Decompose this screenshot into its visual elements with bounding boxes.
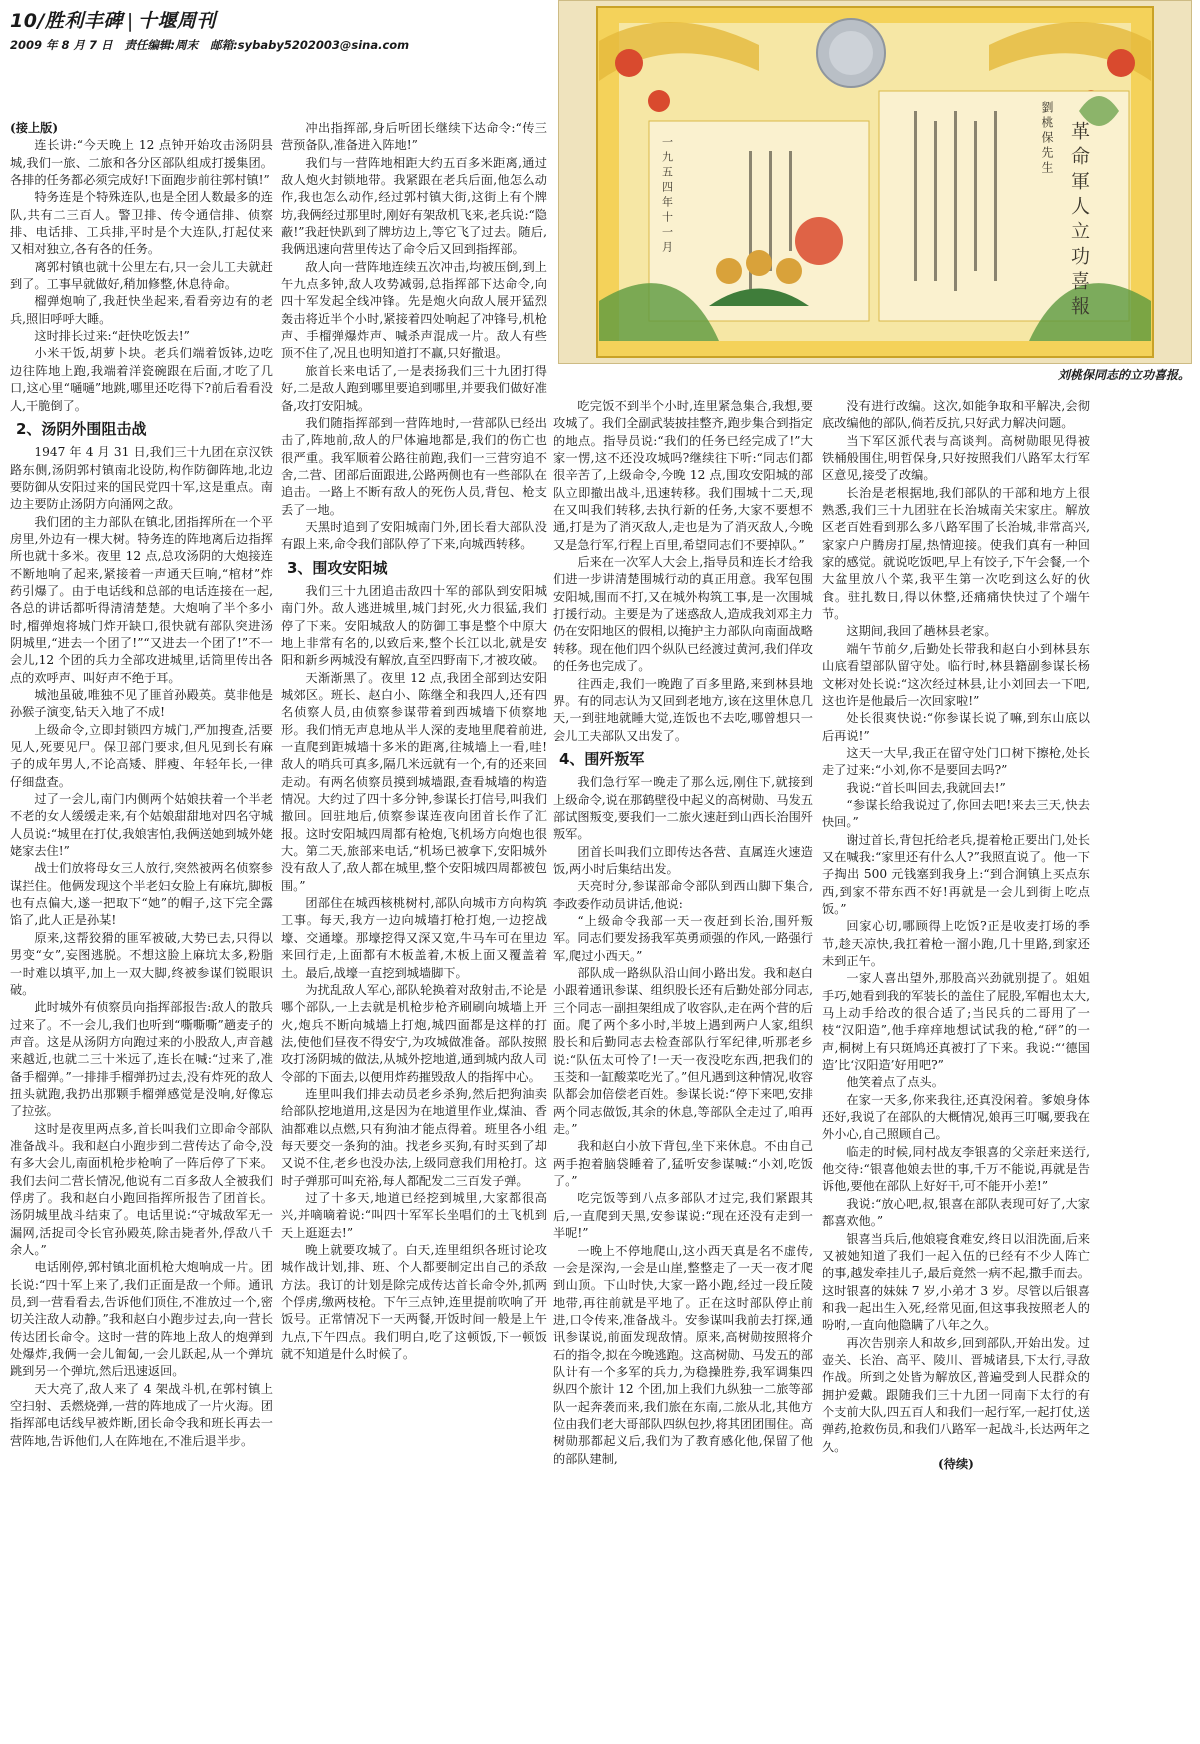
article-column-2 [281, 120, 547, 1740]
article-paragraph: 这期间,我回了趟林县老家。 [846, 624, 997, 639]
article-paragraph: 谢过首长,背包托给老兵,提着枪正要出门,处长又在喊我:“家里还有什么人?”我照直说了。他一下子掏出 500 元钱塞到我身上:“到合涧镇上买点东西,到家不带东西不好!再就是一会儿到街上吃点饭。” [822, 832, 1090, 916]
paper-name: 十堰周刊 [137, 10, 216, 32]
certificate-illustration [559, 1, 1191, 363]
article-paragraph: 银喜当兵后,他娘寝食难安,终日以泪洗面,后来又被她知道了我们一起入伍的已经有不少人阵亡的事,越发牵挂儿子,最后竟然一病不起,撒手而去。这时银喜的妹妹 7 岁,小弟才 3 岁。尽管以后银喜和我一起出生入死,经常见面,但这事我按照老人的吩咐,一直向他隐瞒了八年之久。 [822, 1231, 1090, 1333]
issue-date: 2009 年 8 月 7 日 [10, 38, 113, 52]
article-paragraph: 我们随指挥部到一营阵地时,一营部队已经出击了,阵地前,敌人的尸体遍地都是,我们的伤亡也很严重。我军顺着公路往前跑,我们一三营穷追不舍,二营、团部后面跟进,公路两侧也有一些部队在追击。一路上不断有敌人的死伤人员,背包、枪支丢了一地。 [281, 415, 547, 517]
article-paragraph: 没有进行改编。这次,如能争取和平解决,会彻底改编他的部队,倘若反抗,只好武力解决问题。 [822, 399, 1090, 431]
article-paragraph: 榴弹炮响了,我赶快坐起来,看看旁边有的老兵,照旧呼呼大睡。 [10, 294, 273, 326]
article-paragraph: 我们与一营阵地相距大约五百多米距离,通过敌人炮火封锁地带。我紧跟在老兵后面,他怎么动作,我也怎么动作,经过郭村镇大街,这街上有个牌坊,我俩经过那里时,刚好有架敌机飞来,老兵说:“隐蔽!”我赶快趴到了牌坊边上,等它飞了过去。随后,我俩迅速向营里传达了命令后又回到指挥部。 [281, 155, 547, 257]
article-paragraph: 吃完饭等到八点多部队才过完,我们紧跟其后,一直爬到天黑,安参谋说:“现在还没有走到一半呢!” [553, 1191, 813, 1241]
article-paragraph: 小米干饭,胡萝卜块。老兵们端着饭钵,边吃边往阵地上跑,我端着洋瓷碗跟在后面,才吃了几口,这心里“嗵嗵”地跳,哪里还吃得下?前后看看没人,干脆倒了。 [10, 346, 273, 413]
article-paragraph: 连长讲:“今天晚上 12 点钟开始攻击汤阴县城,我们一旅、二旅和各分区部队组成打援集团。各排的任务都必须完成好!下面跑步前往郭村镇!” [10, 138, 273, 188]
section-heading: 2、汤阴外围阻击战 [16, 419, 147, 438]
article-paragraph: 天渐渐黑了。夜里 12 点,我团全部到达安阳城郊区。班长、赵白小、陈继全和我四人,还有四名侦察人员,由侦察参谋带着到西城墙下侦察地形。我们悄无声息地从半人深的麦地里爬着前进,一直爬到距城墙十多米的距离,往城墙上一看,哇!敌人的哨兵可真多,隔几米远就有一个,有的还来回走动。有两名侦察员摸到城墙跟,查看城墙的构造情况。大约过了四十多分钟,参谋长打信号,叫我们撤回。回驻地后,侦察参谋连夜向团首长作了汇报。这时安阳城四周都有枪炮,飞机场方向炮也很大。第二天,旅部来电话,“机场已被拿下,安阳城外没有敌人了,敌人都在城里,整个安阳城四周都被包围。” [281, 670, 547, 893]
section-title: 胜利丰碑 [44, 10, 123, 32]
article-column-4 [822, 398, 1090, 1740]
article-paragraph: 晚上就要攻城了。白天,连里组织各班讨论攻城作战计划,排、班、个人都要制定出自己的杀敌方法。我订的计划是除完成传达首长命令外,抓两个俘虏,缴两枝枪。下午三点钟,连里提前吹响了开饭号。正常情况下一天两餐,开饭时间一般是上午九点,下午四点。我们明白,吃了这顿饭,下一顿饭就不知道是什么时候了。 [281, 1243, 547, 1362]
article-paragraph: 为扰乱敌人军心,部队轮换着对敌射击,不论是哪个部队,一上去就是机枪步枪齐刷刷向城墙上开火,炮兵不断向城墙上打炮,城四面都是这样的打法,使他们昼夜不得安宁,为攻城做准备。部队按照攻打汤阴城的做法,从城外挖地道,通到城内敌人司令部的下面去,以便用炸药摧毁敌人的指挥中心。 [281, 982, 547, 1084]
section-heading: 3、围攻安阳城 [287, 558, 388, 577]
article-paragraph: 长治是老根据地,我们部队的干部和地方上很熟悉,我们三十九团驻在长治城南关宋家庄。解放区老百姓看到那么多八路军围了长治城,非常高兴,家家户户腾房打屋,热情迎接。使我们真有一种回家的感觉。就说吃饭吧,早上有饺子,下午会餐,一个大盆里放八个菜,我平生第一次吃到这么好的伙食。驻扎数日,得以休整,还痛痛快快过了个端午节。 [822, 485, 1090, 622]
article-paragraph: “参谋长给我说过了,你回去吧!来去三天,快去快回。” [822, 797, 1090, 830]
masthead [10, 6, 550, 53]
seal-stamp-icon [795, 217, 843, 265]
article-paragraph: 敌人向一营阵地连续五次冲击,均被压倒,到上午九点多钟,敌人攻势减弱,总指挥部下达命令,向四十军发起全线冲锋。先是炮火向敌人展开猛烈轰击将近半个小时,紧接着四处响起了冲锋号,机枪声、手榴弹爆炸声、喊杀声混成一片。敌人有些顶不住了,况且也明知道打不赢,只好撤退。 [281, 259, 547, 361]
certificate-title: 革命軍人立功喜報 [1068, 121, 1090, 321]
article-paragraph: 一家人喜出望外,那股高兴劲就别提了。姐姐手巧,她看到我的军装长的盖住了屁股,军帽也太大,马上动手给改的很合适了;当民兵的二哥用了一枝“汉阳造”,他手痒痒地想试试我的枪,“砰”的一声,桐树上有只斑鸠还真被打了下来。我说:“‘德国造’比‘汉阳造’好用吧?” [822, 971, 1090, 1073]
article-paragraph: 部队成一路纵队沿山间小路出发。我和赵白小跟着通讯参谋、组织股长还有后勤处部分同志,三个同志一副担架组成了收容队,走在两个营的后面。爬了两个多小时,半坡上遇到两户人家,组织股长和后勤同志去检查部队行军纪律,听那老乡说:“队伍太可怜了!一天一夜没吃东西,把我们的玉茭和一缸酸菜吃光了。”但凡遇到这种情况,收容队都会加倍偿老百姓。参谋长说:“停下来吧,安排两个同志做饭,其余的休息,等部队全走过了,咱再走。” [553, 966, 813, 1137]
article-paragraph: 这时是夜里两点多,首长叫我们立即命令部队准备战斗。我和赵白小跑步到二营传达了命令,没有多大会儿,南面机枪步枪响了一阵后停了下来。我们去问二营长情况,他说有二百多敌人全被我们俘虏了。我和赵白小跑回指挥所报告了团首长。汤阴城里战斗结束了。电话里说:“守城敌军无一漏网,活捉司令长官孙殿英,除击毙者外,俘敌八千余人。” [10, 1121, 273, 1257]
article-column-3 [553, 398, 813, 1740]
article-paragraph: “上级命令我部一天一夜赶到长治,围歼叛军。同志们要发扬我军英勇顽强的作风,一路强行军,爬过小西天。” [553, 913, 813, 963]
article-paragraph: 团首长叫我们立即传达各营、直属连火速造饭,两小时后集结出发。 [553, 844, 813, 876]
article-column-1 [10, 120, 273, 1740]
article-paragraph: 团部住在城西核桃树村,部队向城市方向构筑工事。每天,我方一边向城墙打枪打炮,一边挖战壕、交通壕。那壕挖得又深又宽,牛马车可在里边来回行走,上面都有木板盖着,木板上面又覆盖着土。最后,战壕一直挖到城墙脚下。 [281, 896, 547, 980]
article-paragraph: 吃完饭不到半个小时,连里紧急集合,我想,要攻城了。我们全副武装披挂整齐,跑步集合到指定的地点。指导员说:“我们的任务已经完成了!”大家一愣,这不还没攻城吗?继续往下听:“同志们都很辛苦了,上级命令,今晚 12 点,围攻安阳城的部队立即撤出战斗,迅速转移。我们围城十二天,现在又叫我们转移,去执行新的任务,大家不要想不通,打是为了消灭敌人,走也是为了消灭敌人,今晚又是急行军,行程上百里,希望同志们不要掉队。” [553, 399, 813, 552]
section-heading: 4、围歼叛军 [559, 749, 645, 768]
article-paragraph: 我们团的主力部队在镇北,团指挥所在一个平房里,外边有一棵大树。特务连的阵地离后边指挥所也就十多米。夜里 12 点,总攻汤阴的大炮接连不断地响了起来,紧接着一声通天巨响,“棺材”炸药引爆了。由于电话线和总部的电话连接在一起,各总的讲话都听得清清楚楚。大炮响了半个多小时,榴弹炮将城门炸开缺口,很快就有部队突进汤阴城里,“进去一个团了!”“又进去一个团了!”不一会儿,12 个团的兵力全部攻进城里,话筒里传出各点的欢呼声、叫好声不绝于耳。 [10, 514, 273, 685]
article-paragraph: 城池虽破,唯独不见了匪首孙殿英。莫非他是孙猴子演变,钻天入地了不成! [10, 688, 273, 720]
article-paragraph: 我们急行军一晚走了那么远,刚住下,就接到上级命令,说在那鹤壁役中起义的高树勋、马发五部试图叛变,要我们一二旅火速赶到山西长治围歼叛军。 [553, 775, 813, 842]
article-paragraph: 电话刚停,郭村镇北面机枪大炮响成一片。团长说:“四十军上来了,我们正面是敌一个师。通讯员,到一营看看去,告诉他们顶住,不准放过一个,密切关注敌人动静。”我和赵白小跑步过去,向一营长传达团长命令。这时一营的阵地上敌人的炮弹到处爆炸,我俩一会儿匍匐,一会儿跃起,从一个弹坑跳到另一个弹坑,然后迅速返回。 [10, 1260, 273, 1379]
article-paragraph: 原来,这帮狡猾的匪军被破,大势已去,只得以男变“女”,妄图逃脱。不想这脸上麻坑太多,粉脂一时难以填平,加上一双大脚,终被参谋们锐眼识破。 [10, 930, 273, 997]
editor-email: 邮箱:sybaby5202003@sina.com [210, 38, 410, 52]
certificate-recipient: 劉桃保先生 [1040, 101, 1054, 176]
lantern-icon-left [615, 49, 643, 77]
issue-info [10, 37, 550, 53]
article-paragraph: 此时城外有侦察员向指挥部报告:敌人的散兵过来了。不一会儿,我们也听到“嘶嘶嘶”趟麦子的声音。这是从汤阴方向跑过来的小股敌人,声音越来越近,也就二三十米远了,连长在喊:“过来了,准备手榴弹。”一排排手榴弹扔过去,没有炸死的敌人扭头就跑,我扔出那颗手榴弹感觉是没响,好像忘了拉弦。 [10, 1000, 273, 1119]
article-paragraph: 回家心切,哪顾得上吃饭?正是收麦打场的季节,趁天凉快,我扛着枪一溜小跑,几十里路,到家还未到正午。 [822, 919, 1090, 968]
article-paragraph: 战士们放将母女三人放行,突然被两名侦察参谋拦住。他俩发现这个半老妇女脸上有麻坑,脚板也有点偏大,遂一把取下“她”的帽子,这下完全露馅了,此人正是孙某! [10, 861, 273, 928]
article-paragraph: 连里叫我们排去动员老乡杀狗,然后把狗油卖给部队挖地道用,这是因为在地道里作业,煤油、香油都难以点燃,只有狗油才能点得着。班里各小组每天要交一条狗的油。找老乡买狗,有时买到了却又说不住,老乡也没办法,上级同意我们用枪打。这时子弹那可叫充裕,每人都配发二三百发子弹。 [281, 1086, 547, 1188]
to-be-continued: (待续) [938, 1456, 974, 1471]
continued-label: (接上版) [10, 121, 59, 135]
article-paragraph: 我说:“首长叫回去,我就回去!” [846, 780, 1006, 795]
article-paragraph: 临走的时候,同村战友李银喜的父亲赶来送行,他交待:“银喜他娘去世的事,千万不能说,再就是告诉他,要他在部队上好好干,可不能开小差!” [822, 1144, 1090, 1194]
article-paragraph: 往西走,我们一晚跑了百多里路,来到林县地界。有的同志认为又回到老地方,该在这里休息几天,一到驻地就睡大觉,连饭也不去吃,哪曾想只一会儿工夫部队又出发了。 [553, 676, 813, 743]
article-paragraph: 离郭村镇也就十公里左右,只一会儿工夫就赶到了。工事早就做好,稍加修整,休息待命。 [10, 259, 273, 292]
article-paragraph: 过了十多天,地道已经挖到城里,大家都很高兴,并嘀嘀着说:“叫四十军军长坐唱们的土飞机到天上逛逛去!” [281, 1190, 547, 1240]
article-paragraph: 处长很爽快说:“你参谋长说了嘛,到东山底以后再说!” [822, 711, 1090, 743]
article-paragraph: 一晚上不停地爬山,这小西天真是名不虚传,一会是深沟,一会是山崖,整整走了一天一夜才爬到山顶。下山时快,大家一路小跑,经过一段丘陵地带,再往前就是平地了。正在这时部队停止前进,口令传来,准备战斗。安参谋叫我前去打探,通讯参谋说,前面发现敌情。原来,高树勋按照将介石的指令,拟在今晚逃跑。这高树勋、马发五的部队计有一个多军的兵力,为稳操胜券,我军调集四纵四个旅计 12 个团,加上我们九纵独一二旅等部队一起奔袭而来,我们旅在东南,二旅从北,其他方位由我们老大哥部队四纵包抄,将其团团围住。高树勋那都起义后,我们为了教育感化他,保留了他的部队建制, [553, 1243, 813, 1466]
article-paragraph: 过了一会儿,南门内侧两个姑娘扶着一个半老不老的女人缓缓走来,有个姑娘甜甜地对四名守城人员说:“城里在打仗,我娘害怕,我俩送她到城外姥姥家去住!” [10, 792, 273, 859]
photo-caption: 刘桃保同志的立功喜报。 [1057, 368, 1190, 382]
page-number: 10/ [10, 10, 45, 32]
article-paragraph: 后来在一次军人大会上,指导员和连长才给我们进一步讲清楚围城行动的真正用意。我军包围安阳城,围而不打,又在城外构筑工事,是一次围城打援行动。主要是为了迷惑敌人,造成我刘邓主力仍在安阳地区的假相,以掩护主力部队向南面战略转移。现在他们四个纵队已经渡过黄河,我们佯攻的任务也完成了。 [553, 555, 813, 674]
article-paragraph: 当下军区派代表与高谈判。高树勋眼见得被铁桶般围住,明哲保身,只好按照我们八路军太行军区意见,接受了改编。 [822, 433, 1090, 483]
merit-certificate-photo [558, 0, 1192, 364]
article-paragraph: 天大亮了,敌人来了 4 架战斗机,在郭村镇上空扫射、丢燃烧弹,一营的阵地成了一片火海。团指挥部电话线早被炸断,团长命令我和班长再去一营阵地,告诉他们,人在阵地在,不准后退半步。 [10, 1381, 273, 1448]
article-paragraph: 再次告别亲人和故乡,回到部队,开始出发。过壶关、长治、高平、陵川、晋城诸县,下太行,寻敌作战。所到之处皆为解放区,普遍受到人民群众的拥护爱戴。跟随我们三十九团一同南下太行的有个支前大队,四五百人和我们一起行军,一起打仗,送弹药,抢救伤员,和我们八路军一起战斗,长达两年之久。 [822, 1335, 1090, 1454]
page-header [10, 6, 550, 33]
header-separator: | [126, 10, 134, 32]
article-paragraph: 旅首长来电话了,一是表扬我们三十九团打得好,二是敌人跑到哪里要追到哪里,并要我们做好准备,攻打安阳城。 [281, 363, 547, 413]
article-paragraph: 1947 年 4 月 31 日,我们三十九团在京汉铁路东侧,汤阴郭村镇南北设防,构作防御阵地,北边要防御从安阳过来的国民党四十军,这是重点。南边主要防止汤阴方向涌网之敌。 [10, 445, 273, 512]
article-paragraph: 他笑着点了点头。 [846, 1075, 944, 1090]
article-paragraph: 上级命令,立即封锁四方城门,严加搜查,活要见人,死要见尸。保卫部门要求,但凡见到长有麻子的成年男人,不论高矮、胖瘦、年轻年长,一律仔细盘查。 [10, 722, 273, 789]
article-paragraph: 我们三十九团追击敌四十军的部队到安阳城南门外。敌人逃进城里,城门封死,火力很猛,我们停了下来。安阳城敌人的防御工事是整个中原大地上非常有名的,以致后来,整个长江以北,就是安阳和新乡两城没有解放,直至四野南下,才被攻破。 [281, 583, 547, 668]
article-paragraph: 天黑时追到了安阳城南门外,团长看大部队没有跟上来,命令我们部队停了下来,向城西转移。 [281, 519, 547, 552]
article-paragraph: 这时排长过来:“赶快吃饭去!” [34, 329, 190, 344]
article-paragraph: 特务连是个特殊连队,也是全团人数最多的连队,共有二三百人。警卫排、传令通信排、侦察排、电话排、工兵排,平时是个大连队,打起仗来又相对独立,各有各的任务。 [10, 190, 273, 257]
editor-credit: 责任编辑:周末 [124, 38, 199, 52]
certificate-date: 一九五四年十一月 [660, 136, 674, 256]
article-paragraph: 天亮时分,参谋部命令部队到西山脚下集合,李政委作动员讲话,他说: [553, 879, 813, 911]
lantern-icon-right [1107, 49, 1135, 77]
article-paragraph: 在家一天多,你来我往,还真没闲着。爹娘身体还好,我说了在部队的大概情况,娘再三叮嘱,要我在外小心,自己照顾自己。 [822, 1092, 1090, 1142]
article-paragraph: 冲出指挥部,身后听团长继续下达命令:“传三营预备队,准备进入阵地!” [281, 121, 547, 153]
article-paragraph: 端午节前夕,后勤处长带我和赵白小到林县东山底看望部队留守处。临行时,林县籍副参谋长杨文彬对处长说:“这次经过林县,让小刘回去一下吧,这也许是他最后一次回家啦!” [822, 641, 1090, 708]
article-paragraph: 我和赵白小放下背包,坐下来休息。不由自己两手抱着脑袋睡着了,猛听安参谋喊:“小刘,吃饭了。” [553, 1139, 813, 1189]
article-paragraph: 我说:“放心吧,叔,银喜在部队表现可好了,大家都喜欢他。” [822, 1196, 1090, 1229]
article-paragraph: 这天一大早,我正在留守处门口树下擦枪,处长走了过来:“小刘,你不是要回去吗?” [822, 745, 1090, 778]
